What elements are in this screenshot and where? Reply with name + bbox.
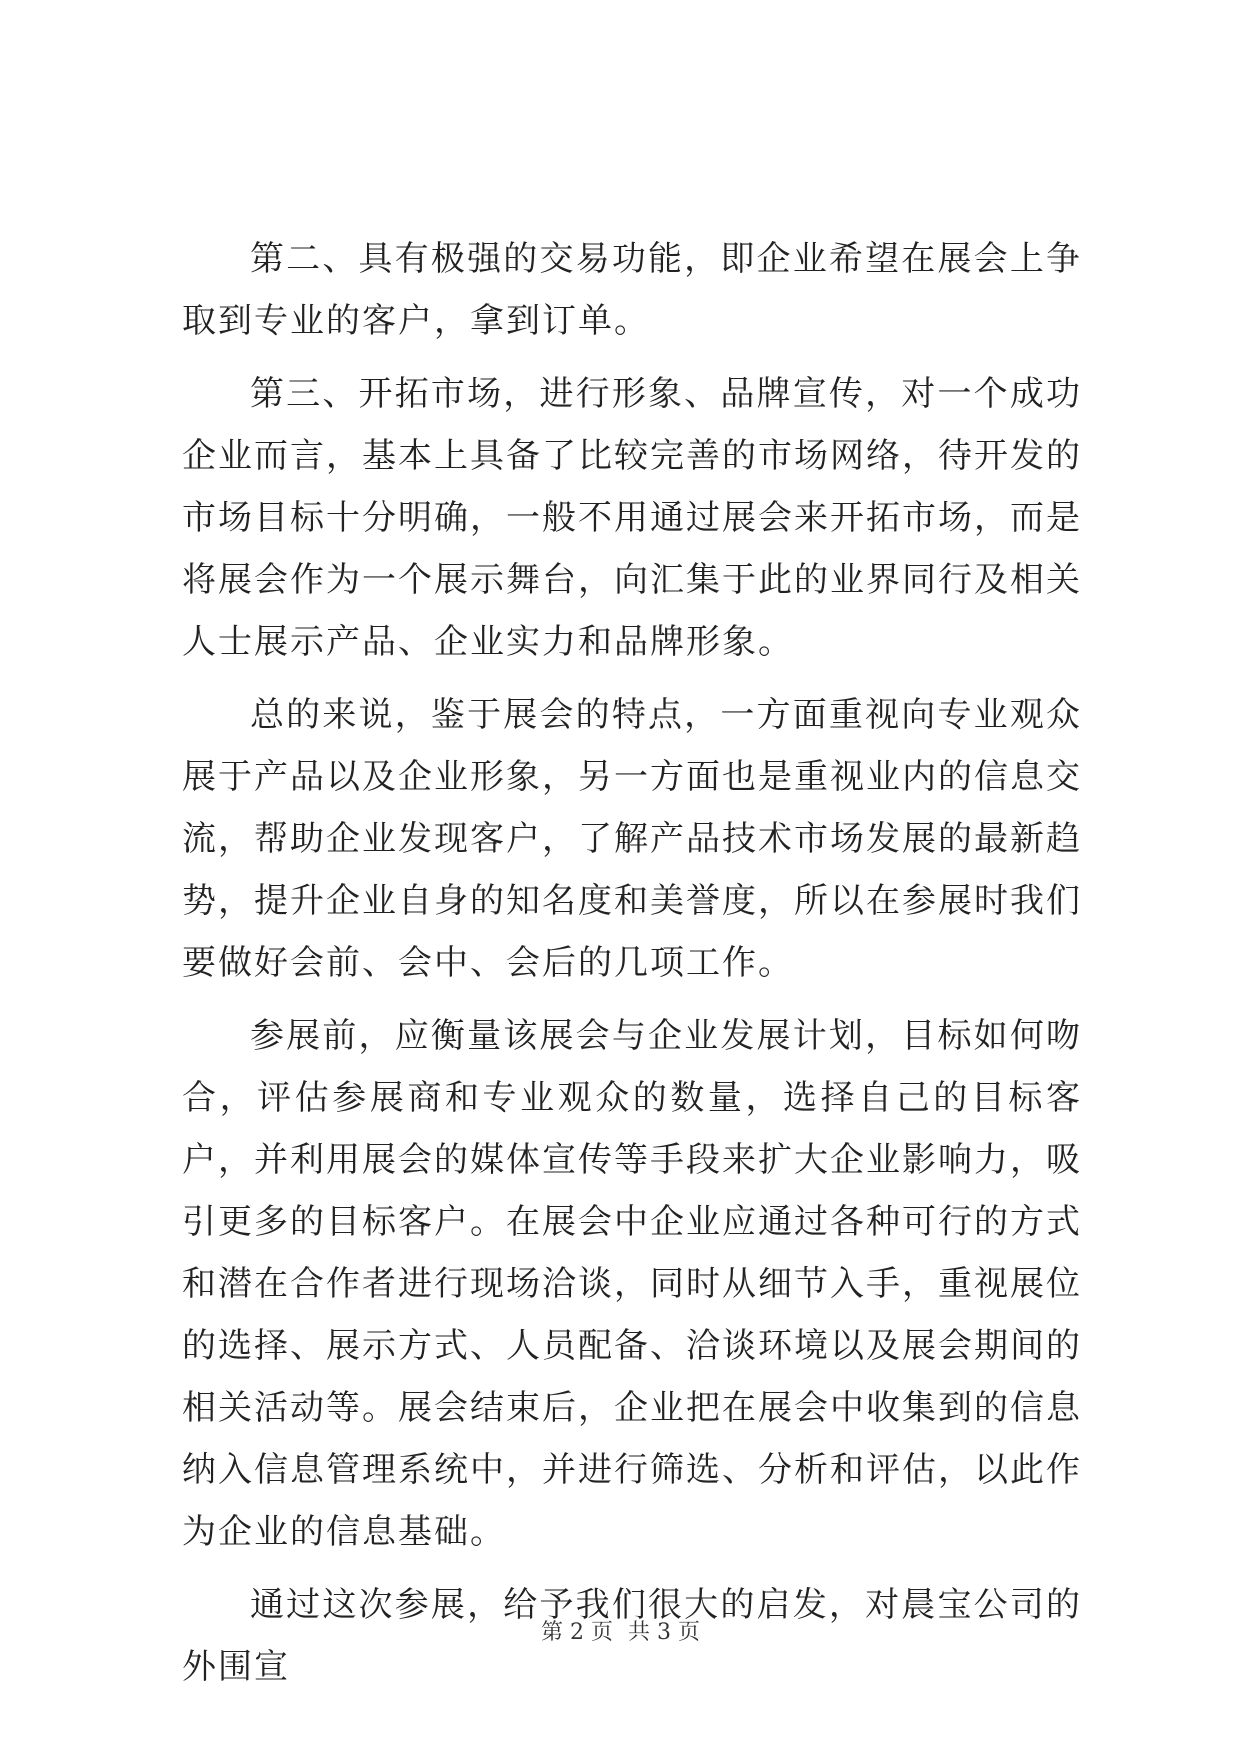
- document-body: [182, 228, 1082, 1709]
- page-footer: [0, 1618, 1241, 1648]
- paragraph: 通过这次参展，给予我们很大的启发，对晨宝公司的外围宣: [182, 1585, 1082, 1687]
- page-total: 共 3 页: [628, 1620, 700, 1645]
- paragraph: 第三、开拓市场，进行形象、品牌宣传，对一个成功企业而言，基本上具备了比较完善的市场网络，待开发的市场目标十分明确，一般不用通过展会来开拓市场，而是将展会作为一个展示舞台，向汇集于此的业界同行及相关人士展示产品、企业实力和品牌形象。: [182, 374, 1082, 662]
- paragraph: 参展前，应衡量该展会与企业发展计划，目标如何吻合，评估参展商和专业观众的数量，选择自己的目标客户，并利用展会的媒体宣传等手段来扩大企业影响力，吸引更多的目标客户。在展会中企业应通过各种可行的方式和潜在合作者进行现场洽谈，同时从细节入手，重视展位的选择、展示方式、人员配备、洽谈环境以及展会期间的相关活动等。展会结束后，企业把在展会中收集到的信息纳入信息管理系统中，并进行筛选、分析和评估，以此作为企业的信息基础。: [182, 1016, 1082, 1552]
- page-number: 第 2 页: [541, 1620, 613, 1645]
- paragraph: 第二、具有极强的交易功能，即企业希望在展会上争取到专业的客户，拿到订单。: [182, 239, 1082, 341]
- paragraph: 总的来说，鉴于展会的特点，一方面重视向专业观众展于产品以及企业形象，另一方面也是重视业内的信息交流，帮助企业发现客户，了解产品技术市场发展的最新趋势，提升企业自身的知名度和美誉度，所以在参展时我们要做好会前、会中、会后的几项工作。: [182, 695, 1082, 983]
